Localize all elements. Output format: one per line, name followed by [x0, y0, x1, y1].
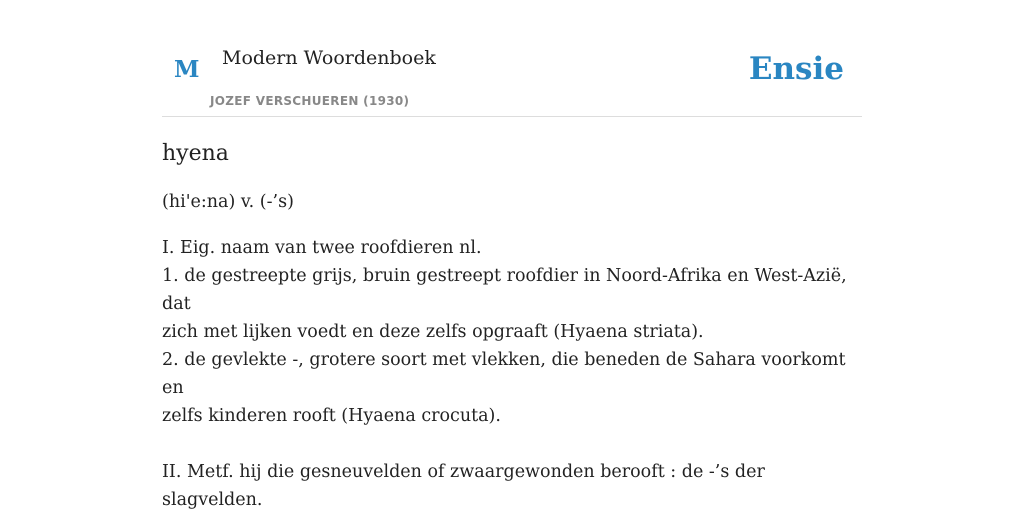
- definition-line: I. Eig. naam van twee roofdieren nl.: [162, 238, 482, 258]
- ensie-logo[interactable]: Ensie: [748, 51, 844, 87]
- site-header: [162, 0, 862, 117]
- entry-definition: [162, 234, 862, 512]
- entry-content: [162, 138, 862, 512]
- definition-line: zelfs kinderen rooft (Hyaena crocuta).: [162, 406, 501, 426]
- entry-pronunciation: (hi'e:na) v. (-’s): [162, 192, 294, 212]
- definition-line: II. Metf. hij die gesneuvelden of zwaargewonden berooft : de -’s der slagvelden.: [162, 462, 765, 510]
- entry-headword: hyena: [162, 141, 229, 166]
- definition-line: zich met lijken voedt en deze zelfs opgraaft (Hyaena striata).: [162, 322, 704, 342]
- dictionary-logo-icon[interactable]: M: [174, 56, 200, 83]
- definition-line: 2. de gevlekte -, grotere soort met vlekken, die beneden de Sahara voorkomt en: [162, 350, 846, 398]
- dictionary-title[interactable]: Modern Woordenboek: [222, 47, 436, 69]
- paragraph-spacer: [162, 430, 862, 458]
- dictionary-author: JOZEF VERSCHUEREN (1930): [210, 94, 410, 108]
- definition-line: 1. de gestreepte grijs, bruin gestreept roofdier in Noord-Afrika en West-Azië, dat: [162, 266, 847, 314]
